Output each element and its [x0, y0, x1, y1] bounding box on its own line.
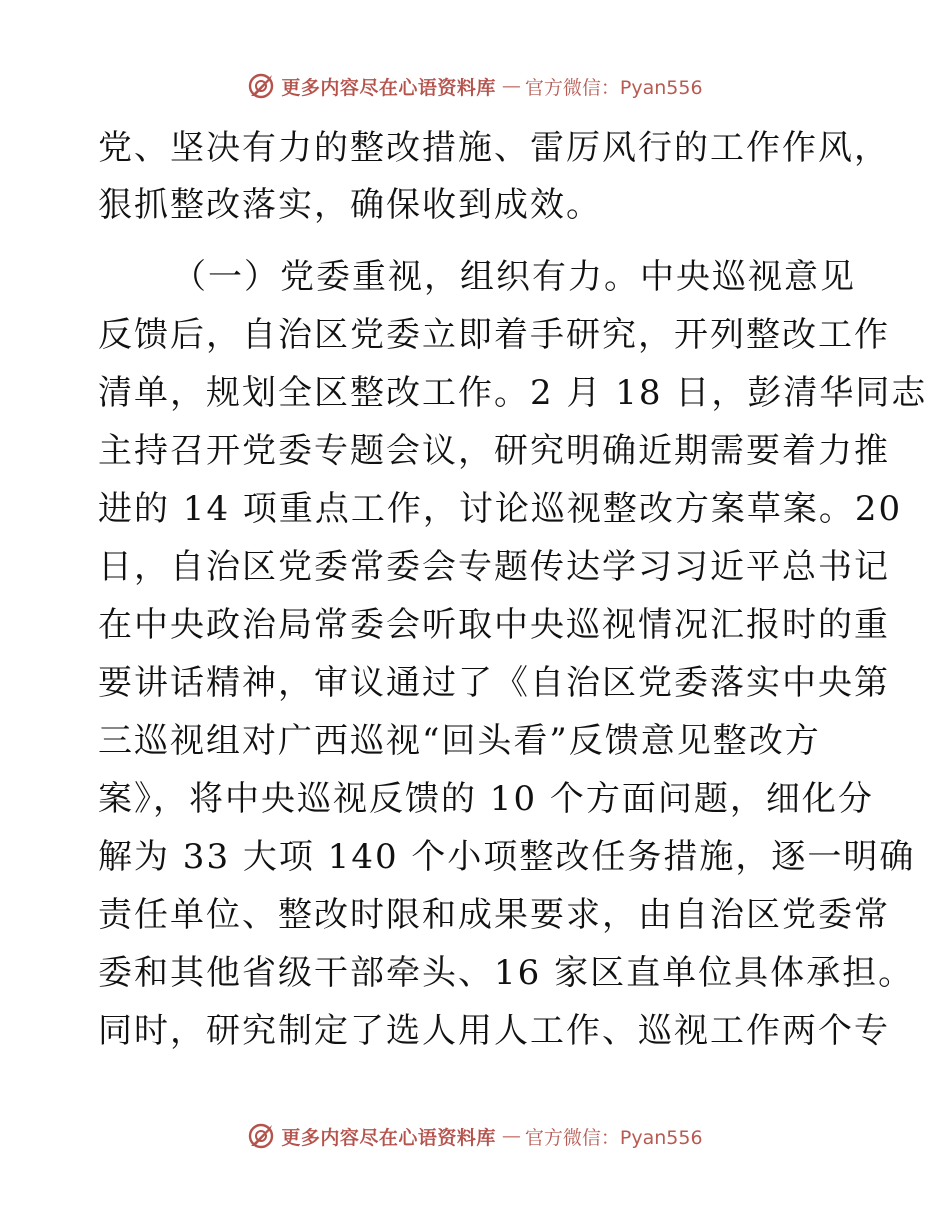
text-line: 反馈后，自治区党委立即着手研究，开列整改工作 [98, 315, 890, 355]
text-line: 解为 33 大项 140 个小项整改任务措施，逐一明确 [98, 837, 916, 877]
text-line: 案》，将中央巡视反馈的 10 个方面问题，细化分 [98, 779, 874, 819]
text-line: 在中央政治局常委会听取中央巡视情况汇报时的重 [98, 605, 890, 645]
watermark-brand: 更多内容尽在心语资料库 [281, 76, 496, 99]
text-line: 狠抓整改落实，确保收到成效。 [98, 185, 602, 225]
watermark-separator: — [501, 1125, 519, 1147]
quill-logo-icon [247, 72, 275, 100]
text-line: 三巡视组对广西巡视“回头看”反馈意见整改方 [98, 721, 821, 761]
quill-logo-icon [247, 1122, 275, 1150]
text-line: 主持召开党委专题会议，研究明确近期需要着力推 [98, 431, 890, 471]
text-line: 要讲话精神，审议通过了《自治区党委落实中央第 [98, 663, 890, 703]
watermark-separator: — [501, 75, 519, 97]
watermark-contact: 官方微信：Pyan556 [524, 1126, 703, 1149]
text-line: 同时，研究制定了选人用人工作、巡视工作两个专 [98, 1011, 890, 1051]
footer-watermark [0, 1122, 950, 1150]
text-line: 清单，规划全区整改工作。2 月 18 日，彭清华同志 [98, 373, 928, 413]
text-line: 委和其他省级干部牵头、16 家区直单位具体承担。 [98, 953, 915, 993]
text-line: 党、坚决有力的整改措施、雷厉风行的工作作风， [98, 128, 890, 168]
paragraph-heading-line: （一）党委重视，组织有力。中央巡视意见 [172, 257, 856, 297]
text-line: 责任单位、整改时限和成果要求，由自治区党委常 [98, 895, 890, 935]
watermark-brand: 更多内容尽在心语资料库 [281, 1126, 496, 1149]
header-watermark [0, 72, 950, 100]
watermark-contact: 官方微信：Pyan556 [524, 76, 703, 99]
text-line: 进的 14 项重点工作，讨论巡视整改方案草案。20 [98, 489, 903, 529]
text-line: 日，自治区党委常委会专题传达学习习近平总书记 [98, 547, 890, 587]
